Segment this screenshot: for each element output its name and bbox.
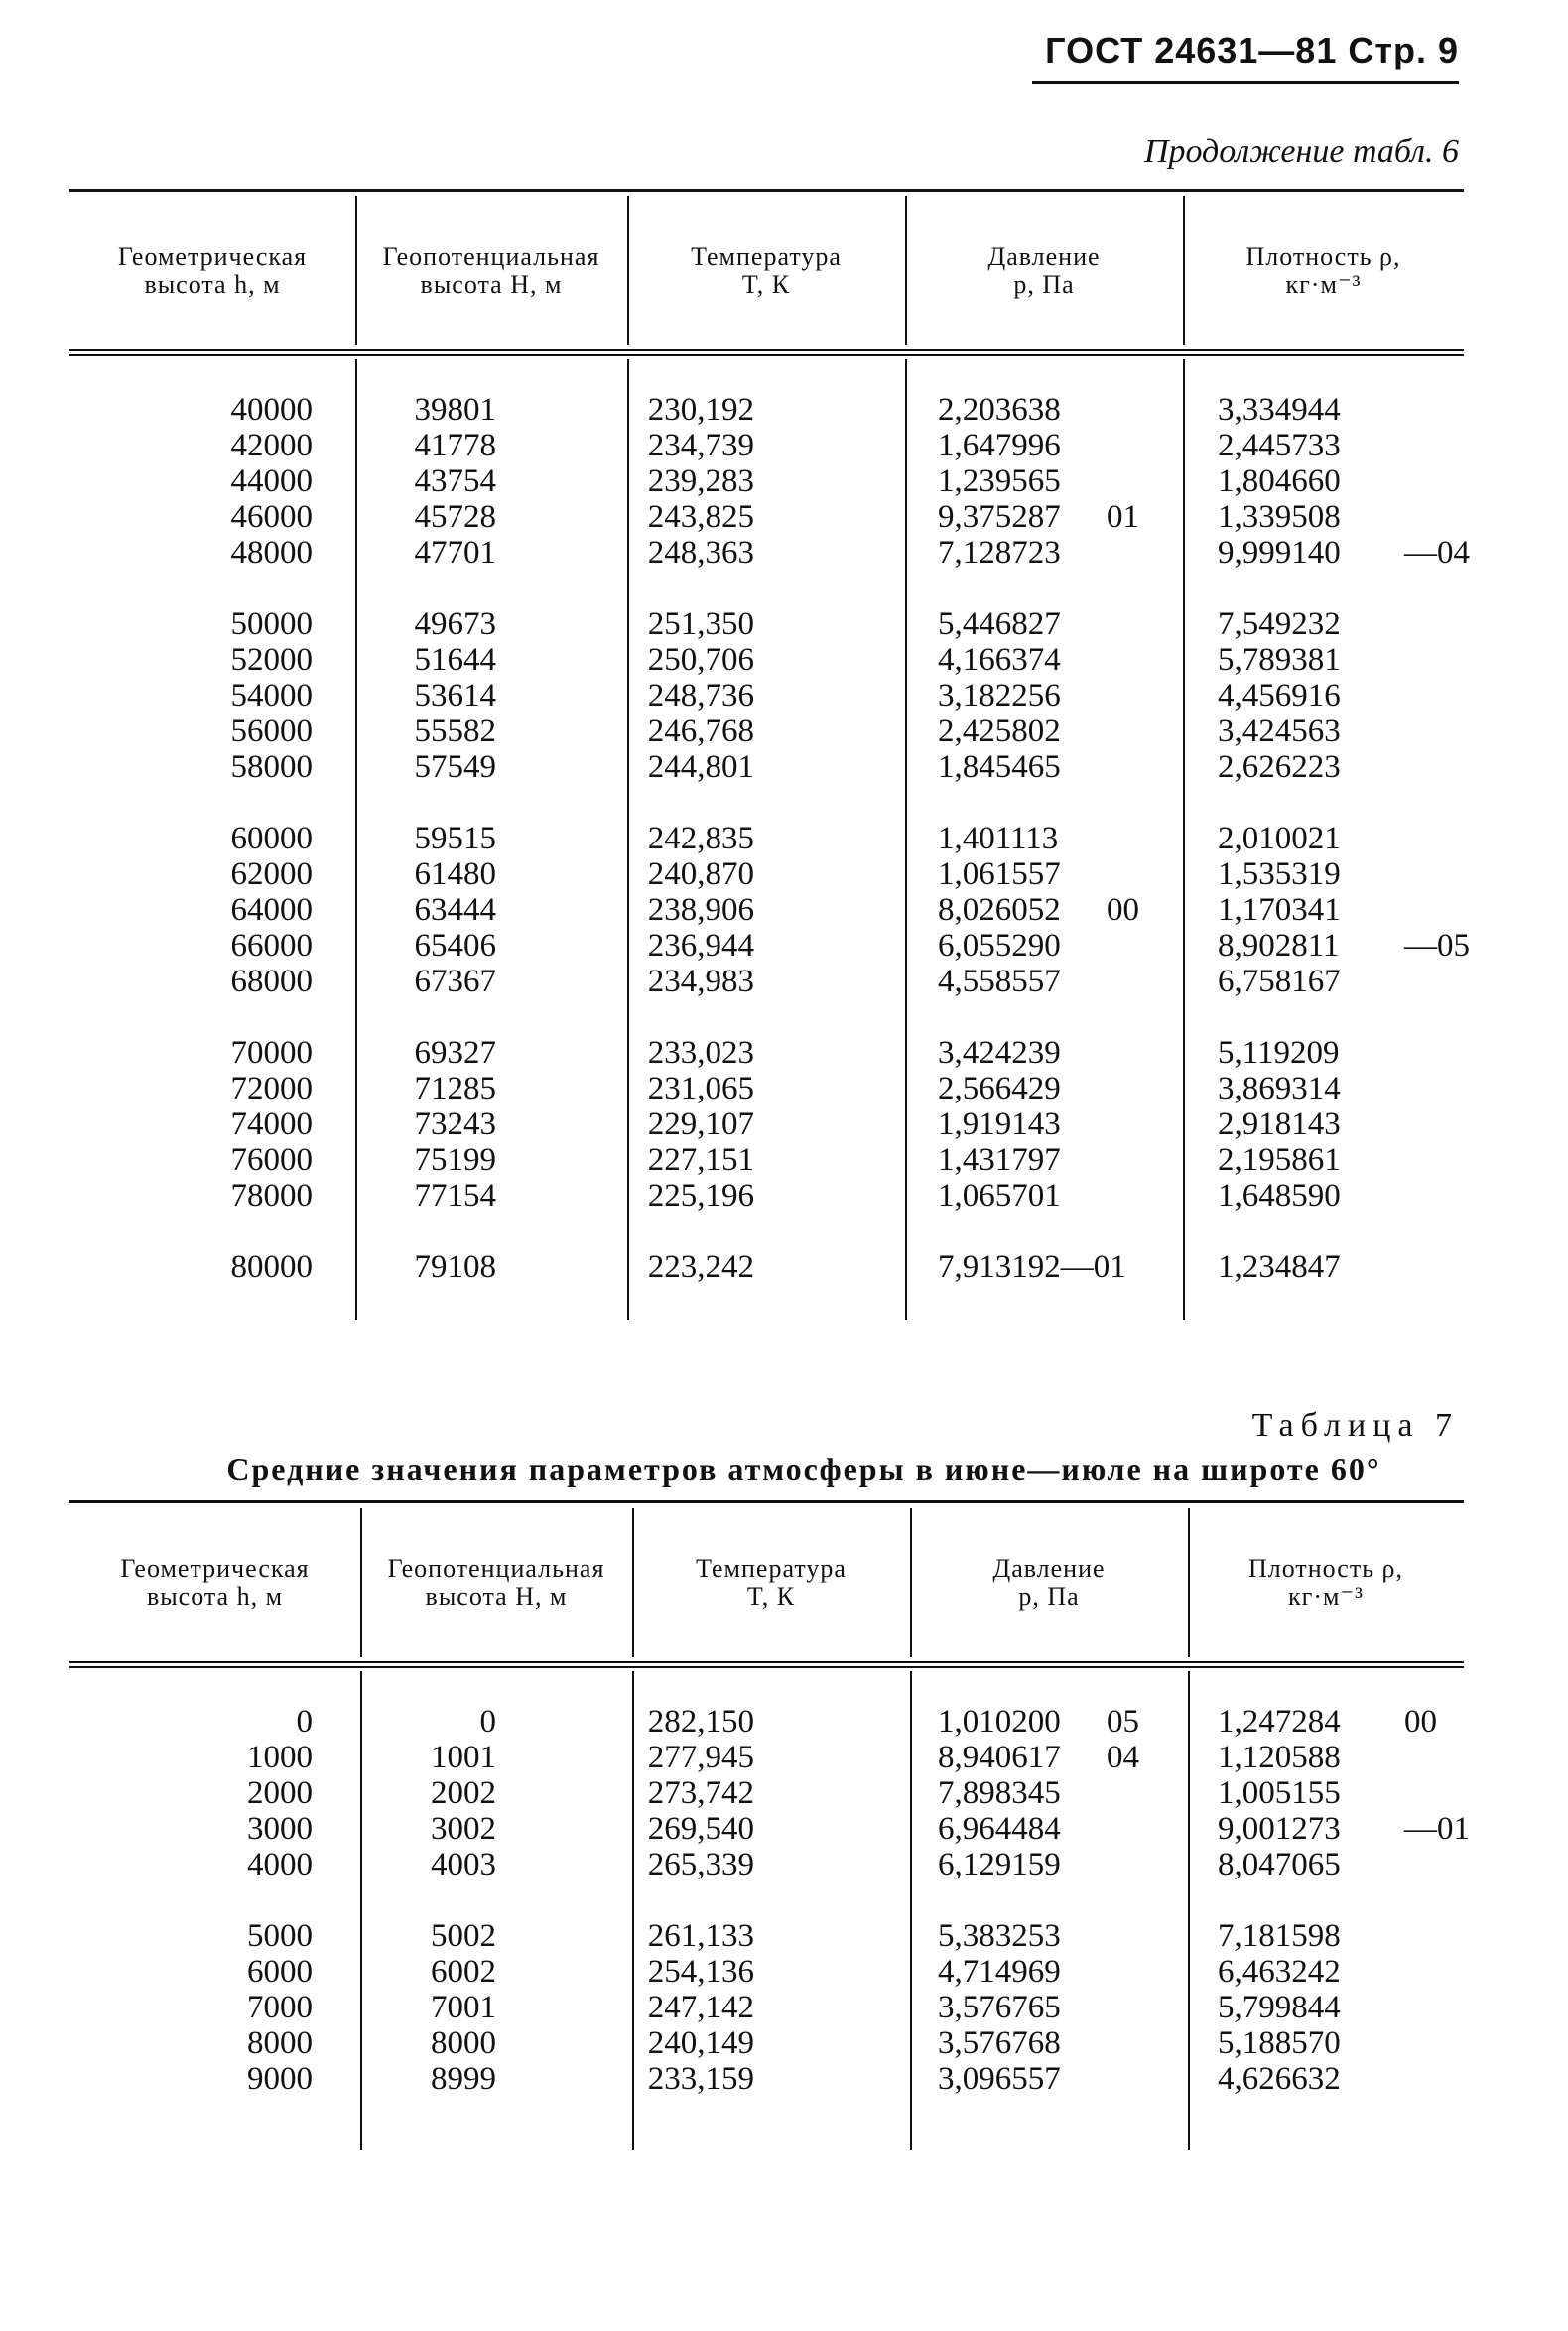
density-cell: 6,758167 — [1218, 964, 1341, 999]
pressure-cell: 1,065701 — [938, 1178, 1061, 1214]
density-cell: 3,424563 — [1218, 713, 1341, 749]
pressure-cell: 1,919143 — [938, 1106, 1061, 1142]
height-cell: 6000 — [247, 1954, 313, 1990]
temperature-cell: 265,339 — [647, 1847, 754, 1882]
height-cell: 68000 — [230, 964, 313, 999]
temperature-cell: 231,065 — [647, 1071, 754, 1106]
density-cell: 1,234847 — [1218, 1249, 1341, 1285]
height-cell: 3000 — [247, 1811, 313, 1847]
continuation-label: Продолжение табл. 6 — [1143, 133, 1459, 170]
density-cell: 1,247284 — [1218, 1704, 1341, 1740]
density-cell: 9,999140 — [1218, 535, 1341, 571]
column-header-p — [905, 243, 1183, 299]
header-rule — [1032, 81, 1459, 84]
geopotential-height-cell: 69327 — [414, 1035, 496, 1071]
temperature-cell: 261,133 — [647, 1918, 754, 1954]
table-row — [69, 821, 1464, 856]
geopotential-height-cell: 2002 — [431, 1775, 496, 1811]
density-cell: 1,005155 — [1218, 1775, 1341, 1811]
pressure-cell: 1,010200 — [938, 1704, 1061, 1740]
pressure-cell: 7,898345 — [938, 1775, 1061, 1811]
column-header-H — [360, 1555, 632, 1611]
pressure-cell: 9,375287 — [938, 499, 1061, 535]
page-header: ГОСТ 24631—81 Стр. 9 — [1045, 30, 1459, 70]
geopotential-height-cell: 73243 — [414, 1106, 496, 1142]
density-cell: 2,195861 — [1218, 1142, 1341, 1178]
temperature-cell: 273,742 — [647, 1775, 754, 1811]
temperature-cell: 240,149 — [647, 2025, 754, 2061]
density-cell: 2,626223 — [1218, 749, 1341, 785]
temperature-cell: 250,706 — [647, 642, 754, 678]
pressure-cell: 5,383253 — [938, 1918, 1061, 1954]
temperature-cell: 269,540 — [647, 1811, 754, 1847]
height-cell: 0 — [296, 1704, 313, 1740]
density-exponent-cell: —05 — [1404, 928, 1470, 964]
density-cell: 2,918143 — [1218, 1106, 1341, 1142]
temperature-cell: 248,363 — [647, 535, 754, 571]
density-cell: 1,339508 — [1218, 499, 1341, 535]
geopotential-height-cell: 67367 — [414, 964, 496, 999]
pressure-cell: 7,128723 — [938, 535, 1061, 571]
geopotential-height-cell: 79108 — [414, 1249, 496, 1285]
geopotential-height-cell: 57549 — [414, 749, 496, 785]
table-row — [69, 1775, 1464, 1811]
geopotential-height-cell: 43754 — [414, 463, 496, 499]
column-header-line: Давление — [987, 242, 1101, 271]
temperature-cell: 277,945 — [647, 1740, 754, 1775]
pressure-cell: 8,940617 — [938, 1740, 1061, 1775]
density-exponent-cell: 00 — [1404, 1704, 1437, 1740]
height-cell: 46000 — [230, 499, 313, 535]
column-header-line: высота H, м — [425, 1582, 568, 1611]
table-row — [69, 463, 1464, 499]
table-7-caption: Средние значения параметров атмосферы в июне—июле на широте 60° — [226, 1451, 1381, 1487]
height-cell: 80000 — [230, 1249, 313, 1285]
pressure-cell: 4,166374 — [938, 642, 1061, 678]
table-row — [69, 428, 1464, 463]
density-cell: 3,334944 — [1218, 392, 1341, 428]
density-cell: 5,789381 — [1218, 642, 1341, 678]
height-cell: 8000 — [247, 2025, 313, 2061]
pressure-cell: 4,558557 — [938, 964, 1061, 999]
height-cell: 60000 — [230, 821, 313, 856]
column-header-rho — [1188, 1555, 1464, 1611]
height-cell: 1000 — [247, 1740, 313, 1775]
table-row — [69, 964, 1464, 999]
density-cell: 3,869314 — [1218, 1071, 1341, 1106]
geopotential-height-cell: 6002 — [431, 1954, 496, 1990]
temperature-cell: 227,151 — [647, 1142, 754, 1178]
table-6 — [69, 189, 1470, 1320]
temperature-cell: 254,136 — [647, 1954, 754, 1990]
pressure-exponent-cell: 05 — [1107, 1704, 1139, 1740]
column-header-line: p, Па — [1013, 270, 1075, 299]
geopotential-height-cell: 39801 — [414, 392, 496, 428]
table-row — [69, 678, 1464, 713]
density-cell: 7,549232 — [1218, 606, 1341, 642]
density-cell: 5,119209 — [1218, 1035, 1340, 1071]
density-cell: 4,456916 — [1218, 678, 1341, 713]
height-cell: 50000 — [230, 606, 313, 642]
table-row — [69, 392, 1464, 428]
density-cell: 1,120588 — [1218, 1740, 1341, 1775]
geopotential-height-cell: 8999 — [431, 2061, 496, 2097]
pressure-cell: 4,714969 — [938, 1954, 1061, 1990]
density-cell: 1,648590 — [1218, 1178, 1341, 1214]
geopotential-height-cell: 3002 — [431, 1811, 496, 1847]
column-header-T — [627, 243, 905, 299]
height-cell: 40000 — [230, 392, 313, 428]
pressure-cell: 2,203638 — [938, 392, 1061, 428]
table-row — [69, 749, 1464, 785]
height-cell: 42000 — [230, 428, 313, 463]
pressure-cell: 3,424239 — [938, 1035, 1061, 1071]
temperature-cell: 240,870 — [647, 856, 754, 892]
column-header-line: высота h, м — [146, 1582, 284, 1611]
height-cell: 4000 — [247, 1847, 313, 1882]
geopotential-height-cell: 63444 — [414, 892, 496, 928]
column-header-h — [69, 243, 355, 299]
height-cell: 70000 — [230, 1035, 313, 1071]
column-header-line: Температура — [691, 242, 842, 271]
geopotential-height-cell: 8000 — [431, 2025, 496, 2061]
pressure-cell: 3,576765 — [938, 1990, 1061, 2025]
density-cell: 5,188570 — [1218, 2025, 1341, 2061]
density-cell: 1,535319 — [1218, 856, 1341, 892]
column-header-line: T, К — [746, 1582, 796, 1611]
height-cell: 58000 — [230, 749, 313, 785]
table-row — [69, 1249, 1464, 1285]
table-7-number: Таблица 7 — [1251, 1407, 1459, 1444]
table-row — [69, 642, 1464, 678]
height-cell: 76000 — [230, 1142, 313, 1178]
column-header-line: Геопотенциальная — [382, 242, 600, 271]
temperature-cell: 234,739 — [647, 428, 754, 463]
temperature-cell: 238,906 — [647, 892, 754, 928]
geopotential-height-cell: 47701 — [414, 535, 496, 571]
temperature-cell: 246,768 — [647, 713, 754, 749]
geopotential-height-cell: 75199 — [414, 1142, 496, 1178]
density-cell: 2,010021 — [1218, 821, 1341, 856]
height-cell: 74000 — [230, 1106, 313, 1142]
pressure-cell: 7,913192—01 — [938, 1249, 1126, 1285]
pressure-cell: 3,182256 — [938, 678, 1061, 713]
table-row — [69, 606, 1464, 642]
table-row — [69, 892, 1464, 928]
table-row — [69, 1035, 1464, 1071]
pressure-exponent-cell: 00 — [1107, 892, 1139, 928]
geopotential-height-cell: 4003 — [431, 1847, 496, 1882]
column-header-line: p, Па — [1018, 1582, 1080, 1611]
temperature-cell: 233,159 — [647, 2061, 754, 2097]
height-cell: 7000 — [247, 1990, 313, 2025]
height-cell: 52000 — [230, 642, 313, 678]
column-header-H — [355, 243, 627, 299]
temperature-cell: 242,835 — [647, 821, 754, 856]
temperature-cell: 234,983 — [647, 964, 754, 999]
geopotential-height-cell: 59515 — [414, 821, 496, 856]
table-row — [69, 1811, 1470, 1847]
pressure-exponent-cell: 04 — [1107, 1740, 1139, 1775]
column-header-line: кг·м⁻³ — [1285, 270, 1362, 299]
density-cell: 8,047065 — [1218, 1847, 1341, 1882]
pressure-cell: 2,425802 — [938, 713, 1061, 749]
column-header-line: Температура — [696, 1554, 847, 1583]
pressure-cell: 8,026052 — [938, 892, 1061, 928]
height-cell: 5000 — [247, 1918, 313, 1954]
column-header-T — [632, 1555, 910, 1611]
column-header-rho — [1183, 243, 1464, 299]
geopotential-height-cell: 41778 — [414, 428, 496, 463]
table-row — [69, 1990, 1464, 2025]
geopotential-height-cell: 1001 — [431, 1740, 496, 1775]
height-cell: 54000 — [230, 678, 313, 713]
geopotential-height-cell: 5002 — [431, 1918, 496, 1954]
pressure-cell: 6,055290 — [938, 928, 1061, 964]
height-cell: 48000 — [230, 535, 313, 571]
table-row — [69, 1106, 1464, 1142]
table-row — [69, 1178, 1464, 1214]
table-row — [69, 856, 1464, 892]
geopotential-height-cell: 55582 — [414, 713, 496, 749]
column-header-line: высота H, м — [420, 270, 563, 299]
table-top-rule — [69, 1500, 1464, 1503]
height-cell: 9000 — [247, 2061, 313, 2097]
pressure-cell: 2,566429 — [938, 1071, 1061, 1106]
pressure-cell: 1,845465 — [938, 749, 1061, 785]
column-header-line: Геометрическая — [117, 242, 308, 271]
geopotential-height-cell: 53614 — [414, 678, 496, 713]
density-cell: 1,804660 — [1218, 463, 1341, 499]
geopotential-height-cell: 7001 — [431, 1990, 496, 2025]
table-row — [69, 1740, 1464, 1775]
density-cell: 9,001273 — [1218, 1811, 1341, 1847]
temperature-cell: 248,736 — [647, 678, 754, 713]
density-cell: 6,463242 — [1218, 1954, 1341, 1990]
geopotential-height-cell: 77154 — [414, 1178, 496, 1214]
height-cell: 78000 — [230, 1178, 313, 1214]
table-row — [69, 2025, 1464, 2061]
table-row — [69, 2061, 1464, 2097]
table-row — [69, 1918, 1464, 1954]
column-header-line: высота h, м — [144, 270, 281, 299]
column-header-line: T, К — [741, 270, 791, 299]
column-header-line: Геопотенциальная — [387, 1554, 605, 1583]
height-cell: 64000 — [230, 892, 313, 928]
column-header-line: Плотность ρ, — [1247, 1554, 1404, 1583]
pressure-cell: 1,239565 — [938, 463, 1061, 499]
column-header-line: Геометрическая — [120, 1554, 310, 1583]
pressure-exponent-cell: 01 — [1107, 499, 1139, 535]
pressure-cell: 5,446827 — [938, 606, 1061, 642]
pressure-cell: 1,061557 — [938, 856, 1061, 892]
height-cell: 44000 — [230, 463, 313, 499]
temperature-cell: 251,350 — [647, 606, 754, 642]
density-cell: 2,445733 — [1218, 428, 1341, 463]
pressure-cell: 1,401113 — [938, 821, 1059, 856]
temperature-cell: 247,142 — [647, 1990, 754, 2025]
table-row — [69, 535, 1470, 571]
geopotential-height-cell: 49673 — [414, 606, 496, 642]
table-row — [69, 713, 1464, 749]
temperature-cell: 230,192 — [647, 392, 754, 428]
column-header-line: Плотность ρ, — [1245, 242, 1401, 271]
temperature-cell: 229,107 — [647, 1106, 754, 1142]
temperature-cell: 236,944 — [647, 928, 754, 964]
table-row — [69, 1704, 1464, 1740]
column-header-line: Давление — [992, 1554, 1106, 1583]
column-header-h — [69, 1555, 360, 1611]
pressure-cell: 3,576768 — [938, 2025, 1061, 2061]
temperature-cell: 244,801 — [647, 749, 754, 785]
geopotential-height-cell: 45728 — [414, 499, 496, 535]
density-exponent-cell: —04 — [1404, 535, 1470, 571]
table-row — [69, 1071, 1464, 1106]
temperature-cell: 282,150 — [647, 1704, 754, 1740]
temperature-cell: 243,825 — [647, 499, 754, 535]
column-header-line: кг·м⁻³ — [1288, 1582, 1364, 1611]
table-7 — [69, 1500, 1470, 2150]
geopotential-height-cell: 71285 — [414, 1071, 496, 1106]
header-double-rule — [69, 349, 1464, 356]
geopotential-height-cell: 51644 — [414, 642, 496, 678]
column-header-p — [910, 1555, 1188, 1611]
temperature-cell: 233,023 — [647, 1035, 754, 1071]
table-row — [69, 1142, 1464, 1178]
height-cell: 56000 — [230, 713, 313, 749]
temperature-cell: 239,283 — [647, 463, 754, 499]
pressure-cell: 1,647996 — [938, 428, 1061, 463]
table-top-rule — [69, 189, 1464, 192]
table-row — [69, 499, 1464, 535]
temperature-cell: 223,242 — [647, 1249, 754, 1285]
table-row — [69, 1847, 1464, 1882]
density-exponent-cell: —01 — [1404, 1811, 1470, 1847]
pressure-cell: 6,964484 — [938, 1811, 1061, 1847]
density-cell: 1,170341 — [1218, 892, 1341, 928]
table-row — [69, 1954, 1464, 1990]
height-cell: 62000 — [230, 856, 313, 892]
density-cell: 4,626632 — [1218, 2061, 1341, 2097]
height-cell: 66000 — [230, 928, 313, 964]
table-row — [69, 928, 1470, 964]
header-double-rule — [69, 1661, 1464, 1668]
density-cell: 8,902811 — [1218, 928, 1340, 964]
pressure-cell: 3,096557 — [938, 2061, 1061, 2097]
density-cell: 7,181598 — [1218, 1918, 1341, 1954]
geopotential-height-cell: 65406 — [414, 928, 496, 964]
height-cell: 72000 — [230, 1071, 313, 1106]
geopotential-height-cell: 0 — [479, 1704, 496, 1740]
density-cell: 5,799844 — [1218, 1990, 1341, 2025]
geopotential-height-cell: 61480 — [414, 856, 496, 892]
pressure-cell: 1,431797 — [938, 1142, 1061, 1178]
height-cell: 2000 — [247, 1775, 313, 1811]
temperature-cell: 225,196 — [647, 1178, 754, 1214]
pressure-cell: 6,129159 — [938, 1847, 1061, 1882]
